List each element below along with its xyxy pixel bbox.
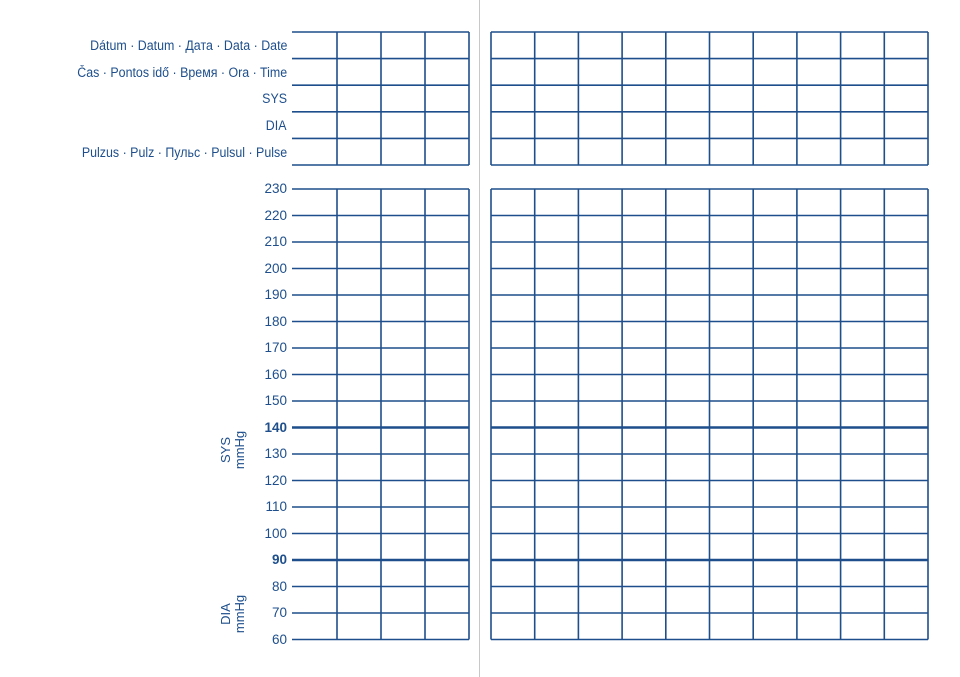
pulse-row-label: Pulzus · Pulz · Пульс · Pulsul · Pulse [81,145,287,160]
dia-row-label: DIA [266,118,287,133]
scale-value-label: 110 [265,499,287,514]
scale-value-label: 120 [264,472,287,488]
scale-value-label: 80 [271,578,287,594]
scale-value-label: 70 [271,605,287,620]
scale-value-label: 170 [264,340,287,355]
scale-value-label: 60 [271,631,287,647]
date-row-label: Dátum · Datum · Дата · Data · Date [89,38,287,53]
dia-axis-unit: mmHg [232,594,247,634]
scale-value-label: 220 [264,207,287,223]
sys-axis-name: SYS [218,437,233,464]
scale-value-label: 150 [264,393,287,408]
scale-value-label: 200 [264,260,287,276]
dia-axis-name: DIA [218,603,233,625]
scale-value-label: 100 [264,525,287,541]
scale-value-label: 180 [264,313,287,329]
sys-axis-unit: mmHg [232,430,247,470]
sys-row-label: SYS [262,91,287,106]
time-row-label: Čas · Pontos idő · Время · Ora · Time [77,65,287,80]
scale-value-label: 90 [271,552,287,567]
scale-value-label: 140 [264,419,287,435]
scale-value-label: 230 [264,181,287,196]
scale-value-label: 130 [264,446,287,461]
scale-value-label: 210 [264,234,287,249]
scale-value-label: 190 [264,287,287,302]
scale-value-label: 160 [264,366,287,382]
